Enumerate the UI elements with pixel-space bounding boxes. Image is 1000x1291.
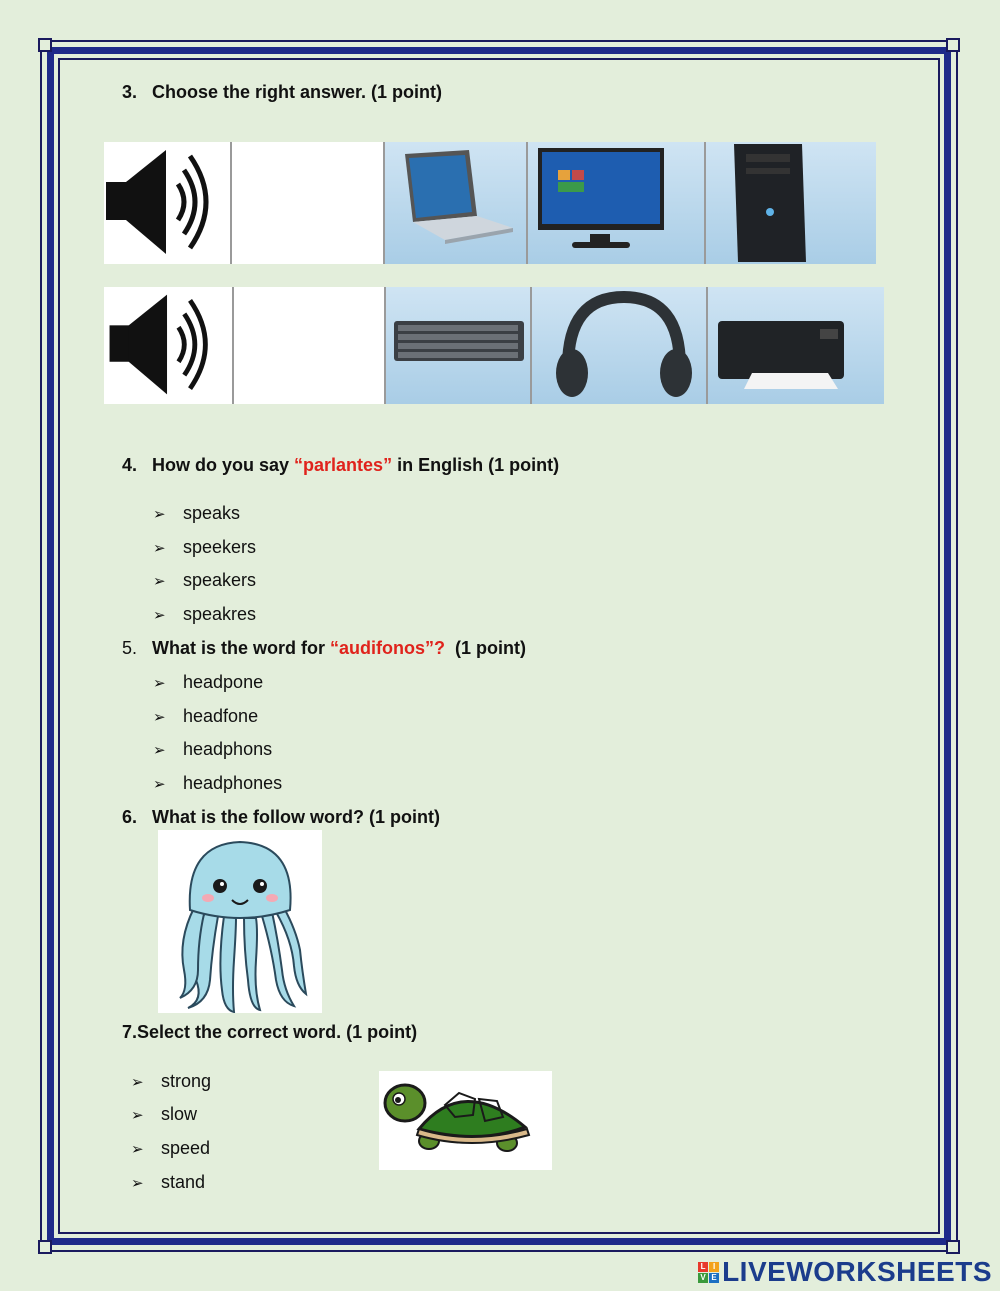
- arrow-bullet-icon: ➢: [153, 539, 166, 557]
- question-4-title: 4. How do you say “parlantes” in English (1 point): [122, 455, 560, 475]
- option-monitor[interactable]: [528, 142, 706, 264]
- option-laptop[interactable]: [385, 142, 528, 264]
- arrow-bullet-icon: ➢: [153, 708, 166, 726]
- arrow-bullet-icon: ➢: [153, 775, 166, 793]
- liveworksheets-logo: [698, 1256, 992, 1288]
- option-keyboard[interactable]: [386, 287, 532, 404]
- turtle-image: [379, 1071, 552, 1170]
- headphones-icon: [532, 287, 706, 402]
- answer-drop-box[interactable]: [234, 287, 386, 404]
- arrow-bullet-icon: ➢: [153, 674, 166, 692]
- logo-text: LIVEWORKSHEETS: [722, 1256, 992, 1287]
- q4-option[interactable]: ➢ speakers: [153, 570, 257, 590]
- audio-play-button[interactable]: [104, 287, 234, 404]
- frame-corner: [946, 38, 960, 52]
- arrow-bullet-icon: ➢: [131, 1174, 144, 1192]
- jellyfish-image: [158, 830, 322, 1013]
- arrow-bullet-icon: ➢: [153, 606, 166, 624]
- computer-tower-icon: [706, 142, 876, 262]
- answer-drop-box[interactable]: [232, 142, 385, 264]
- logo-grid-icon: L I V E: [698, 1262, 719, 1283]
- arrow-bullet-icon: ➢: [131, 1140, 144, 1158]
- frame-corner: [38, 38, 52, 52]
- jellyfish-icon: [158, 830, 322, 1013]
- arrow-bullet-icon: ➢: [153, 741, 166, 759]
- speaker-icon[interactable]: [104, 142, 230, 262]
- q5-option[interactable]: ➢ headphons: [153, 739, 273, 759]
- arrow-bullet-icon: ➢: [153, 505, 166, 523]
- frame-corner: [38, 1240, 52, 1254]
- question-5-title: 5. What is the word for “audifonos”? (1 point): [122, 638, 526, 658]
- option-printer[interactable]: [708, 287, 884, 404]
- image-row-2: [104, 287, 884, 404]
- question-6-title: 6. What is the follow word? (1 point): [122, 807, 440, 827]
- question-7-title: 7.Select the correct word. (1 point): [122, 1022, 418, 1042]
- q7-option[interactable]: ➢ stand: [131, 1172, 206, 1192]
- keyboard-icon: [386, 287, 528, 402]
- q7-option[interactable]: ➢ slow: [131, 1104, 198, 1124]
- image-row-1: [104, 142, 876, 264]
- turtle-icon: [379, 1071, 552, 1170]
- q7-option[interactable]: ➢ strong: [131, 1071, 212, 1091]
- arrow-bullet-icon: ➢: [131, 1106, 144, 1124]
- printer-icon: [708, 287, 878, 402]
- q5-option[interactable]: ➢ headphones: [153, 773, 283, 793]
- audio-play-button[interactable]: [104, 142, 232, 264]
- option-computer-tower[interactable]: [706, 142, 876, 264]
- q4-option[interactable]: ➢ speaks: [153, 503, 241, 523]
- frame-corner: [946, 1240, 960, 1254]
- monitor-icon: [528, 142, 704, 262]
- q4-option[interactable]: ➢ speekers: [153, 537, 257, 557]
- arrow-bullet-icon: ➢: [153, 572, 166, 590]
- q7-option[interactable]: ➢ speed: [131, 1138, 211, 1158]
- laptop-icon: [385, 142, 525, 262]
- speaker-icon[interactable]: [104, 287, 232, 402]
- q5-option[interactable]: ➢ headfone: [153, 706, 259, 726]
- question-3-title: 3. Choose the right answer. (1 point): [122, 82, 443, 102]
- q4-option[interactable]: ➢ speakres: [153, 604, 257, 624]
- option-headphones[interactable]: [532, 287, 708, 404]
- arrow-bullet-icon: ➢: [131, 1073, 144, 1091]
- q5-option[interactable]: ➢ headpone: [153, 672, 264, 692]
